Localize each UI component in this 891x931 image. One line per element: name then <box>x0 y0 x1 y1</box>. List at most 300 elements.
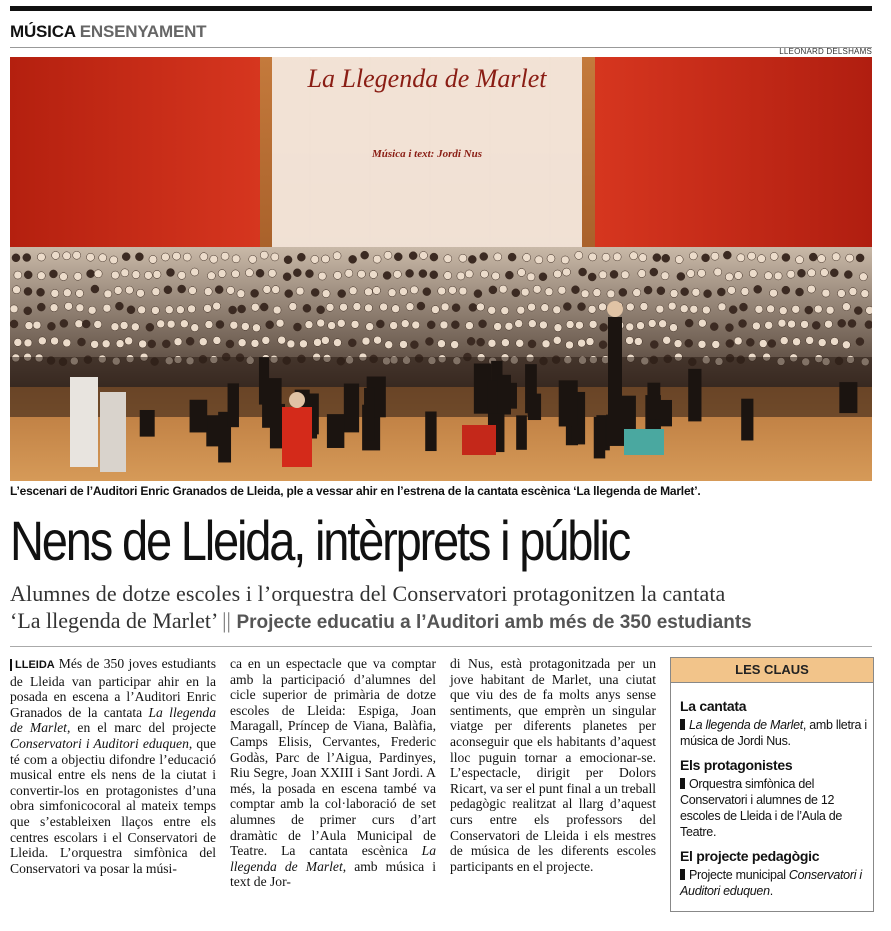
crowd-head <box>162 340 170 348</box>
crowd-head <box>297 253 305 261</box>
crowd-head <box>729 306 737 314</box>
crowd-head <box>670 290 678 298</box>
crowd-head <box>60 319 68 327</box>
crowd-head <box>593 289 601 297</box>
crowd-head <box>149 255 157 263</box>
crowd-head <box>808 269 816 277</box>
crowd-head <box>856 254 864 262</box>
crowd-head <box>60 273 68 281</box>
crowd-head <box>648 319 656 327</box>
crowd-head <box>599 303 607 311</box>
crowd-head <box>204 304 212 312</box>
crowd-head <box>103 304 111 312</box>
crowd-head <box>698 340 706 348</box>
crowd-head <box>313 338 321 346</box>
crowd-head <box>191 324 199 332</box>
crowd-head <box>788 320 796 328</box>
crowd-head <box>563 303 571 311</box>
crowd-head <box>326 303 334 311</box>
crowd-head <box>440 321 448 329</box>
crowd-head <box>489 286 497 294</box>
crowd-head <box>65 302 73 310</box>
musician-silhouette <box>190 400 208 433</box>
crowd-head <box>832 253 840 261</box>
crowd-head <box>796 256 804 264</box>
crowd-head <box>779 307 787 315</box>
crowd-head <box>842 341 850 349</box>
crowd-head <box>758 255 766 263</box>
crowd-head <box>412 321 420 329</box>
crowd-head <box>681 288 689 296</box>
crowd-head <box>311 288 319 296</box>
crowd-head <box>213 336 221 344</box>
crowd-head <box>748 252 756 260</box>
crowd-head <box>710 323 718 331</box>
crowd-head <box>571 286 579 294</box>
crowd-head <box>575 251 583 259</box>
crowd-head <box>554 270 562 278</box>
crowd-head <box>528 340 536 348</box>
crowd-head <box>561 256 569 264</box>
crowd-head <box>575 321 583 329</box>
crowd-head <box>178 271 186 279</box>
crowd-head <box>626 336 634 344</box>
crowd-head <box>49 270 57 278</box>
key-point-text <box>680 867 870 899</box>
crowd-head <box>578 303 586 311</box>
crowd-head <box>448 286 456 294</box>
musician-silhouette <box>497 375 511 415</box>
crowd-head <box>589 320 597 328</box>
crowd-head <box>14 338 22 346</box>
crowd-head <box>399 340 407 348</box>
crowd-head <box>369 270 377 278</box>
key-point-span: , amb lletra i música de Jordi Nus. <box>680 718 867 748</box>
crowd-head <box>752 322 760 330</box>
musician-silhouette <box>344 384 359 433</box>
crowd-head <box>619 288 627 296</box>
crowd-head <box>518 268 526 276</box>
article-text: , amb música i text de Jor- <box>230 858 436 890</box>
crowd-head <box>178 285 186 293</box>
crowd-head <box>669 324 677 332</box>
crowd-head <box>138 306 146 314</box>
article-text: ca en un espectacle que va comptar amb la participació d’alumnes del cicle superior de primària de dotze escoles de Lleida: Espiga, Joan Maragall, Príncep de Viana, Balàfia, Camps Elisis, Cervantes, Frederic Godàs, Parc de l’Aigua, Pardinyes, Riu Segre, Joan XXIII i Sant Jordi. A més, la posada en escena també va comptar amb la col·laboració de set alumnes de primer curs d’art dramàtic de l’Aula Municipal de Teatre. La cantata escènica <box>230 656 436 859</box>
crowd-head <box>638 270 646 278</box>
crowd-head <box>153 270 161 278</box>
crowd-head <box>465 270 473 278</box>
crowd-head <box>115 302 123 310</box>
crowd-head <box>430 271 438 279</box>
crowd-head <box>166 268 174 276</box>
crowd-head <box>809 253 817 261</box>
crowd-head <box>276 319 284 327</box>
crowd-head <box>174 338 182 346</box>
crowd-head <box>692 288 700 296</box>
crowd-head <box>188 305 196 313</box>
crowd-head <box>293 323 301 331</box>
crowd-head <box>91 340 99 348</box>
crowd-head <box>581 290 589 298</box>
crowd-head <box>563 268 571 276</box>
crowd-head <box>76 304 84 312</box>
crowd-head <box>328 322 336 330</box>
crowd-head <box>854 307 862 315</box>
crowd-head <box>419 251 427 259</box>
crowd-head <box>796 288 804 296</box>
crowd-head <box>825 320 833 328</box>
crowd-head <box>737 254 745 262</box>
crowd-head <box>205 321 213 329</box>
crowd-head <box>200 253 208 261</box>
crowd-head <box>465 322 473 330</box>
key-point-text <box>680 717 870 749</box>
crowd-head <box>409 252 417 260</box>
crowd-head <box>674 340 682 348</box>
crowd-head <box>251 339 259 347</box>
crowd-head <box>650 341 658 349</box>
crowd-head <box>423 288 431 296</box>
crowd-head <box>114 286 122 294</box>
crowd-head <box>517 306 525 314</box>
crowd-head <box>438 287 446 295</box>
crowd-head <box>778 319 786 327</box>
article-text: , que té com a objectiu difondre l’educació musical entre els nens de la ciutat i convertir-los en protagonistes d’una obra simfonicocoral al mateix temps que s’estableixen llaços entre els centres escolars i el Conservatori de Lleida. L’orquestra simfònica del Conservatori va posar la músi- <box>10 735 216 876</box>
crowd-head <box>317 306 325 314</box>
crowd-head <box>226 340 234 348</box>
crowd-head <box>362 337 370 345</box>
crowd-head <box>125 286 133 294</box>
crowd-head <box>63 339 71 347</box>
crowd-head <box>662 254 670 262</box>
crowd-head <box>82 320 90 328</box>
crowd-head <box>86 253 94 261</box>
crowd-head <box>237 290 245 298</box>
crowd-head <box>579 268 587 276</box>
crowd-head <box>374 336 382 344</box>
musician-silhouette <box>327 414 344 448</box>
crowd-head <box>131 323 139 331</box>
section-label <box>10 22 206 42</box>
banner-subtitle: Música i text: Jordi Nus <box>371 148 483 160</box>
crowd-head <box>33 321 41 329</box>
key-point-title: La cantata <box>680 698 747 714</box>
article-text: di Nus, està protagonitzada per un jove habitant de Marlet, una ciutat que viu des de fa molts anys sense sentiments, que emprèn un singular viatge per diferents planetes per aconseguir que els habitants d’aquest lloc puguin tornar a emocionar-se. L’espectacle, dirigit per Dolors Ricart, va ser el punt final a un treball pedagògic realitzat al llarg d’aquest curs entre els professors del Conservatori de Lleida i els mestres de música de les diferents escoles participants en el projecte. <box>450 656 656 874</box>
crowd-head <box>104 290 112 298</box>
crowd-head <box>305 270 313 278</box>
crowd-head <box>88 306 96 314</box>
crowd-head <box>260 251 268 259</box>
crowd-head <box>814 305 822 313</box>
crowd-head <box>782 286 790 294</box>
crowd-head <box>207 272 215 280</box>
crowd-head <box>492 272 500 280</box>
crowd-head <box>251 289 259 297</box>
musician-silhouette <box>528 394 541 420</box>
crowd-head <box>459 254 467 262</box>
crowd-head <box>728 286 736 294</box>
crowd-head <box>357 270 365 278</box>
crowd-head <box>229 306 237 314</box>
crowd-head <box>630 252 638 260</box>
crowd-head <box>37 272 45 280</box>
crowd-head <box>685 339 693 347</box>
crowd-head <box>768 340 776 348</box>
concert-photo <box>10 57 872 481</box>
photo-credit: LLEONARD DELSHAMS <box>779 47 872 56</box>
crowd-head <box>830 269 838 277</box>
crowd-head <box>718 303 726 311</box>
crowd-head <box>685 319 693 327</box>
crowd-head <box>251 303 259 311</box>
crowd-head <box>539 273 547 281</box>
crowd-head <box>527 273 535 281</box>
crowd-head <box>287 340 295 348</box>
key-point-title: El projecte pedagògic <box>680 848 820 864</box>
crowd-head <box>373 286 381 294</box>
crowd-head <box>717 288 725 296</box>
crowd-head <box>14 271 22 279</box>
crowd-head <box>480 270 488 278</box>
crowd-head <box>385 341 393 349</box>
key-point-title: Els protagonistes <box>680 757 793 773</box>
crowd-head <box>476 303 484 311</box>
crowd-head <box>739 320 747 328</box>
crowd-head <box>444 272 452 280</box>
crowd-head <box>364 288 372 296</box>
crowd-head <box>807 285 815 293</box>
bullet-square-icon <box>680 869 685 880</box>
crowd-head <box>410 341 418 349</box>
crowd-head <box>541 304 549 312</box>
crowd-head <box>218 270 226 278</box>
crowd-head <box>47 322 55 330</box>
key-point-italic: La llegenda de Marlet <box>689 718 803 732</box>
section-primary: MÚSICA <box>10 22 76 41</box>
crowd-head <box>221 252 229 260</box>
crowd-head <box>321 336 329 344</box>
photo-caption: L’escenari de l’Auditori Enric Granados de Lleida, ple a vessar ahir en l’estrena de la cantata escènica ‘La llegenda de Marlet’. <box>10 484 701 498</box>
crowd-head <box>690 305 698 313</box>
key-point-span: Projecte municipal <box>689 868 789 882</box>
crowd-head <box>10 320 18 328</box>
crowd-head <box>311 255 319 263</box>
crowd-head <box>283 273 291 281</box>
crowd-head <box>441 303 449 311</box>
crowd-head <box>774 272 782 280</box>
crowd-head <box>390 322 398 330</box>
crowd-head <box>241 322 249 330</box>
crowd-head <box>644 286 652 294</box>
crowd-head <box>637 322 645 330</box>
crowd-head <box>338 290 346 298</box>
crowd-head <box>805 306 813 314</box>
crowd-head <box>191 268 199 276</box>
crowd-head <box>523 253 531 261</box>
crowd-head <box>726 339 734 347</box>
crowd-head <box>318 272 326 280</box>
crowd-head <box>746 338 754 346</box>
crowd-head <box>528 320 536 328</box>
crowd-head <box>865 321 872 329</box>
crowd-head <box>431 306 439 314</box>
crowd-head <box>787 270 795 278</box>
crowd-head <box>765 321 773 329</box>
musician-silhouette <box>688 369 701 422</box>
crowd-head <box>366 323 374 331</box>
crowd-head <box>425 337 433 345</box>
crowd-head <box>262 336 270 344</box>
crowd-head <box>479 320 487 328</box>
work-title: La llegenda de Marlet <box>230 843 436 874</box>
crowd-head <box>111 271 119 279</box>
crowd-head <box>566 341 574 349</box>
key-points-body <box>680 698 870 907</box>
crowd-head <box>661 272 669 280</box>
crowd-head <box>410 286 418 294</box>
crowd-head <box>459 287 467 295</box>
crowd-head <box>554 324 562 332</box>
crowd-head <box>488 306 496 314</box>
crowd-head <box>340 303 348 311</box>
crowd-head <box>406 269 414 277</box>
crowd-head <box>238 305 246 313</box>
crowd-head <box>183 253 191 261</box>
crowd-head <box>818 255 826 263</box>
crowd-head <box>116 340 124 348</box>
crowd-head <box>216 320 224 328</box>
crowd-head <box>232 270 240 278</box>
crowd-head <box>419 270 427 278</box>
crowd-head <box>782 253 790 261</box>
musician-silhouette <box>741 399 753 441</box>
crowd-head <box>152 288 160 296</box>
crowd-head <box>210 255 218 263</box>
crowd-head <box>132 271 140 279</box>
crowd-head <box>741 287 749 295</box>
crowd-head <box>553 336 561 344</box>
crowd-head <box>626 323 634 331</box>
crowd-head <box>640 303 648 311</box>
crowd-head <box>675 256 683 264</box>
crowd-head <box>349 255 357 263</box>
crowd-head <box>812 321 820 329</box>
crowd-head <box>157 320 165 328</box>
crowd-head <box>388 289 396 297</box>
key-point-span: Orquestra simfònica del Conservatori i alumnes de 12 escoles de Lleida i de l’Aula de Teatre. <box>680 777 843 839</box>
section-rule <box>10 47 872 48</box>
article-column-2 <box>230 656 436 890</box>
crowd-head <box>457 272 465 280</box>
crowd-head <box>38 337 46 345</box>
crowd-head <box>272 286 280 294</box>
crowd-head <box>322 290 330 298</box>
crowd-head <box>284 256 292 264</box>
crowd-head <box>769 289 777 297</box>
crowd-head <box>122 253 130 261</box>
crowd-head <box>547 255 555 263</box>
crowd-head <box>512 289 520 297</box>
crowd-head <box>838 319 846 327</box>
crowd-head <box>102 340 110 348</box>
crowd-head <box>373 255 381 263</box>
crowd-head <box>539 321 547 329</box>
crowd-head <box>588 305 596 313</box>
crowd-head <box>494 253 502 261</box>
musician-silhouette <box>425 412 436 452</box>
crowd-head <box>589 253 597 261</box>
key-point-span: . <box>769 884 773 898</box>
headline: Nens de Lleida, intèrprets i públic <box>10 509 630 572</box>
crowd-head <box>734 337 742 345</box>
crowd-head <box>677 272 685 280</box>
musician-silhouette <box>647 383 660 420</box>
crowd-head <box>99 254 107 262</box>
crowd-head <box>148 340 156 348</box>
crowd-head <box>213 302 221 310</box>
crowd-head <box>849 288 857 296</box>
article-text: , en el marc del projecte <box>66 720 216 736</box>
crowd-head <box>578 339 586 347</box>
crowd-head <box>831 337 839 345</box>
musician-silhouette <box>594 417 605 458</box>
crowd-head <box>702 306 710 314</box>
crowd-head <box>77 338 85 346</box>
crowd-head <box>349 287 357 295</box>
crowd-head <box>723 251 731 259</box>
crowd-head <box>25 322 33 330</box>
crowd-head <box>468 255 476 263</box>
crowd-head <box>73 251 81 259</box>
musician-silhouette <box>364 388 375 441</box>
crowd-head <box>842 303 850 311</box>
crowd-head <box>24 339 32 347</box>
crowd-head <box>430 253 438 261</box>
crowd-head <box>515 320 523 328</box>
crowd-head <box>230 321 238 329</box>
crowd-head <box>348 339 356 347</box>
subheadline-line1: Alumnes de dotze escoles i l’orquestra del Conservatori protagonitzen la cantata <box>10 581 726 606</box>
crowd-head <box>376 320 384 328</box>
crowd-head <box>792 305 800 313</box>
crowd-head <box>698 319 706 327</box>
crowd-head <box>613 253 621 261</box>
crowd-head <box>94 270 102 278</box>
crowd-head <box>818 339 826 347</box>
crowd-head <box>848 319 856 327</box>
crowd-head <box>545 288 553 296</box>
crowd-head <box>188 287 196 295</box>
crowd-head <box>164 286 172 294</box>
crowd-head <box>542 340 550 348</box>
crowd-head <box>232 255 240 263</box>
crowd-head <box>770 252 778 260</box>
subheadline-title: ‘La llegenda de Marlet’ <box>10 608 217 633</box>
crowd-head <box>820 269 828 277</box>
musician-silhouette <box>839 382 857 413</box>
crowd-head <box>384 251 392 259</box>
crowd-head <box>488 339 496 347</box>
crowd-head <box>599 341 607 349</box>
crowd-head <box>626 303 634 311</box>
crowd-head <box>749 269 757 277</box>
crowd-head <box>586 338 594 346</box>
crowd-head <box>653 254 661 262</box>
crowd-head <box>759 340 767 348</box>
crowd-head <box>780 337 788 345</box>
crowd-head <box>451 321 459 329</box>
crowd-head <box>37 303 45 311</box>
